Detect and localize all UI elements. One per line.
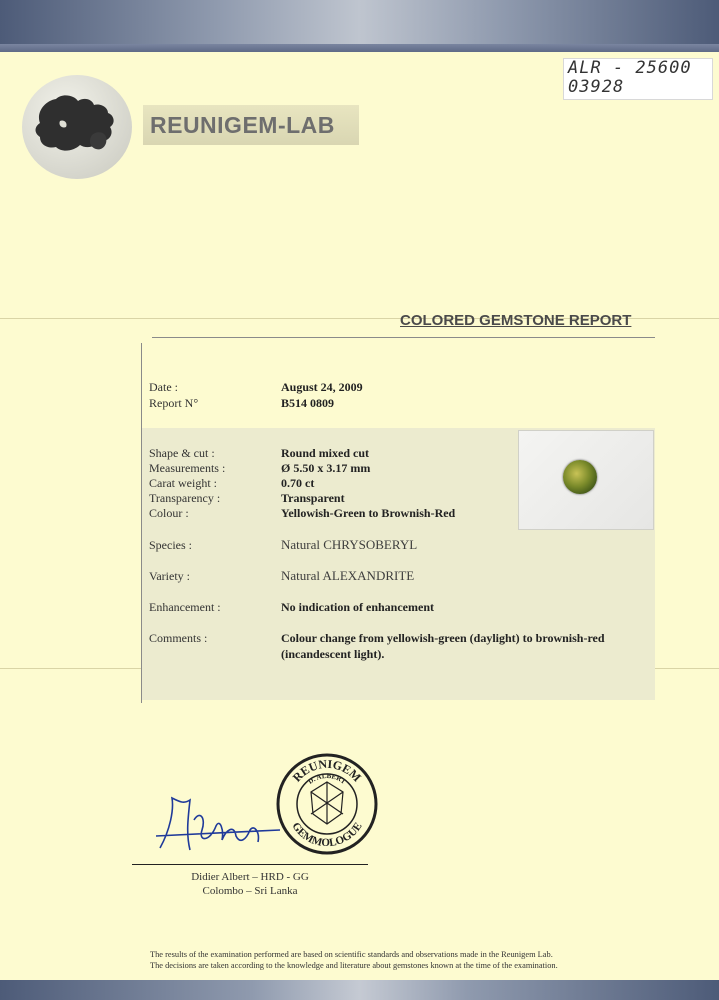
date-label: Date : <box>149 380 178 394</box>
disclaimer-line-1: The results of the examination performed are based on scientific standards and observations made in the Reunigem Lab. <box>150 950 553 959</box>
comments-line-2: (incandescent light). <box>281 647 385 661</box>
measurements-label: Measurements : <box>149 461 226 475</box>
species-value: Natural CHRYSOBERYL <box>281 537 418 552</box>
shape-label: Shape & cut : <box>149 446 215 460</box>
signature-icon <box>150 790 290 860</box>
signer-name: Didier Albert – HRD - GG <box>191 871 309 883</box>
measurements-value: Ø 5.50 x 3.17 mm <box>281 461 371 475</box>
date-value: August 24, 2009 <box>281 380 363 394</box>
comments-label: Comments : <box>149 631 208 645</box>
transparency-label: Transparency : <box>149 491 221 505</box>
handwritten-reference-note <box>563 58 713 100</box>
variety-value: Natural ALEXANDRITE <box>281 568 415 583</box>
top-band <box>0 0 719 52</box>
gemstone-icon <box>563 460 597 494</box>
brand-name: REUNIGEM-LAB <box>150 112 335 138</box>
logo-map-icon <box>22 75 132 179</box>
disclaimer-line-2: The decisions are taken according to the knowledge and literature about gemstones known at the time of the examination. <box>150 961 558 970</box>
report-title: COLORED GEMSTONE REPORT <box>400 312 632 329</box>
enhancement-value: No indication of enhancement <box>281 600 434 614</box>
carat-label: Carat weight : <box>149 476 217 490</box>
reference-line-1: ALR - 25600 <box>568 58 692 78</box>
gemmologist-seal <box>275 752 379 856</box>
comments-line-1: Colour change from yellowish-green (daylight) to brownish-red <box>281 631 605 645</box>
seal-middle-text: D. ALBERT <box>306 771 348 786</box>
colour-value: Yellowish-Green to Brownish-Red <box>281 506 456 520</box>
carat-value: 0.70 ct <box>281 476 315 490</box>
logo <box>22 75 132 179</box>
species-label: Species : <box>149 538 192 552</box>
seal-bottom-text: GEMMOLOGUE <box>289 820 365 850</box>
signer-location: Colombo – Sri Lanka <box>202 885 298 897</box>
divider <box>152 337 655 338</box>
variety-label: Variety : <box>149 569 190 583</box>
transparency-value: Transparent <box>281 491 345 505</box>
enhancement-label: Enhancement : <box>149 600 221 614</box>
signature-line <box>132 864 368 865</box>
colour-label: Colour : <box>149 506 189 520</box>
bottom-band <box>0 980 719 1000</box>
shape-value: Round mixed cut <box>281 446 370 460</box>
reference-line-2: 03928 <box>568 77 625 97</box>
report-number-value: B514 0809 <box>281 396 335 410</box>
seal-top-text: REUNIGEM <box>289 756 365 785</box>
report-number-label: Report N° <box>149 396 199 410</box>
